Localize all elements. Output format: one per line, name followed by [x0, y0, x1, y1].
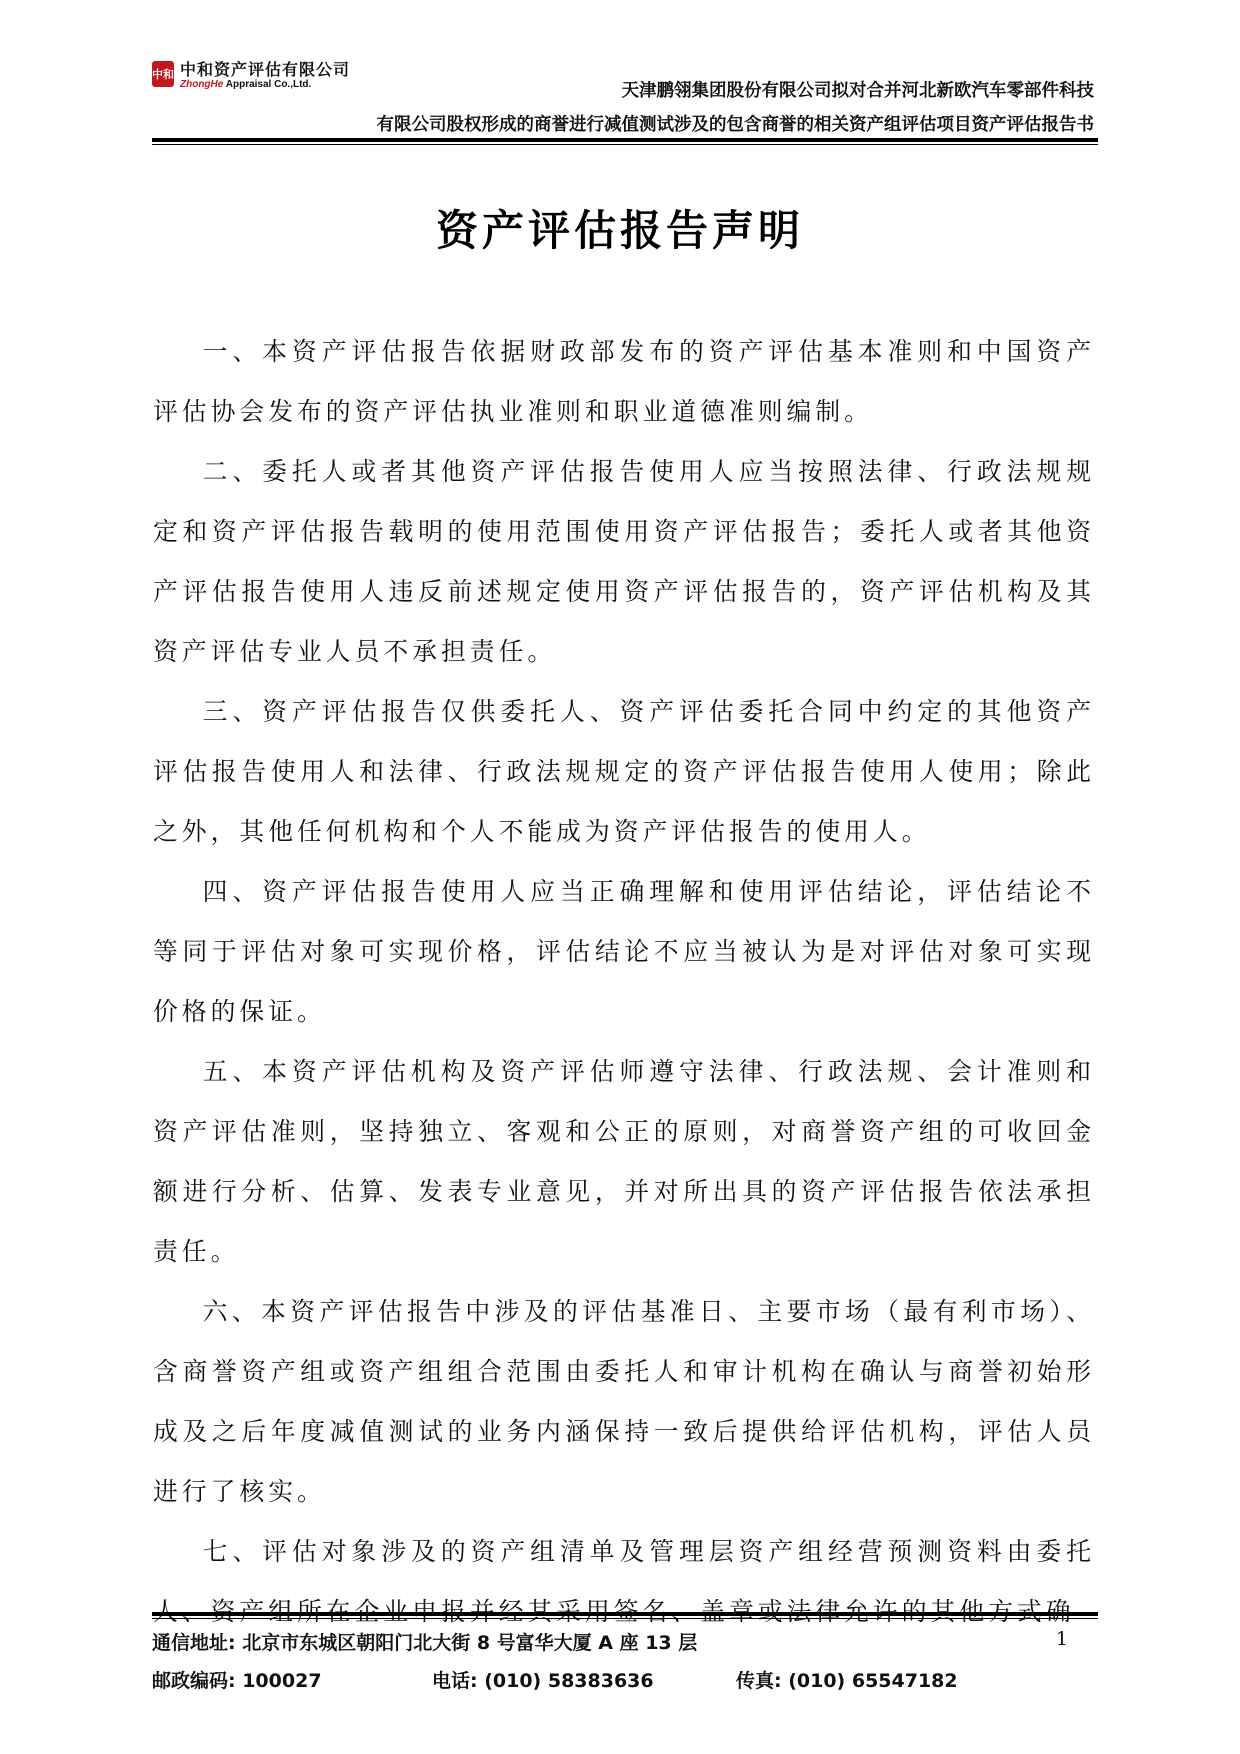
paragraph-1: 一、本资产评估报告依据财政部发布的资产评估基本准则和中国资产评估协会发布的资产评估执业准则和职业道德准则编制。	[153, 337, 1095, 426]
company-name-cn: 中和资产评估有限公司	[180, 60, 351, 79]
report-title-line1: 天津鹏翎集团股份有限公司拟对合并河北新欧汽车零部件科技	[621, 81, 1094, 101]
report-title-line2: 有限公司股权形成的商誉进行减值测试涉及的包含商誉的相关资产组评估项目资产评估报告书	[376, 115, 1094, 135]
paragraph-6: 六、本资产评估报告中涉及的评估基准日、主要市场（最有利市场）、含商誉资产组或资产组组合范围由委托人和审计机构在确认与商誉初始形成及之后年度减值测试的业务内涵保持一致后提供给评估机构，评估人员进行了核实。	[153, 1297, 1095, 1506]
paragraph-2: 二、委托人或者其他资产评估报告使用人应当按照法律、行政法规规定和资产评估报告载明的使用范围使用资产评估报告；委托人或者其他资产评估报告使用人违反前述规定使用资产评估报告的，资产评估机构及其资产评估专业人员不承担责任。	[153, 457, 1095, 666]
header-divider-thin	[152, 144, 1098, 145]
logo-seal-icon: 中和	[152, 61, 174, 87]
company-name-en: ZhongHe Appraisal Co.,Ltd.	[180, 79, 312, 90]
footer-phone: 电话: (010) 58383636	[432, 1670, 654, 1692]
footer-divider	[152, 1612, 1098, 1616]
footer-fax: 传真: (010) 65547182	[736, 1670, 958, 1692]
paragraph-3: 三、资产评估报告仅供委托人、资产评估委托合同中约定的其他资产评估报告使用人和法律、行政法规规定的资产评估报告使用人使用；除此之外，其他任何机构和个人不能成为资产评估报告的使用人。	[153, 697, 1095, 846]
paragraph-7: 七、评估对象涉及的资产组清单及管理层资产组经营预测资料由委托	[202, 1537, 1095, 1566]
paragraph-5: 五、本资产评估机构及资产评估师遵守法律、行政法规、会计准则和资产评估准则，坚持独立、客观和公正的原则，对商誉资产组的可收回金额进行分析、估算、发表专业意见，并对所出具的资产评估报告依法承担责任。	[153, 1057, 1095, 1266]
paragraph-4: 四、资产评估报告使用人应当正确理解和使用评估结论，评估结论不等同于评估对象可实现价格，评估结论不应当被认为是对评估对象可实现价格的保证。	[153, 877, 1095, 1026]
footer-address: 通信地址: 北京市东城区朝阳门北大街 8 号富华大厦 A 座 13 层	[152, 1632, 698, 1654]
header-divider	[152, 138, 1098, 142]
page-number: 1	[1055, 1628, 1068, 1650]
company-logo	[152, 61, 350, 91]
footer-line-2	[152, 1666, 1098, 1693]
footer-postcode: 邮政编码: 100027	[152, 1670, 322, 1692]
footer-divider-thin	[152, 1618, 1098, 1619]
page-title: 资产评估报告声明	[435, 206, 804, 255]
footer-line-1	[152, 1628, 1098, 1655]
statement-body	[153, 322, 1095, 1642]
